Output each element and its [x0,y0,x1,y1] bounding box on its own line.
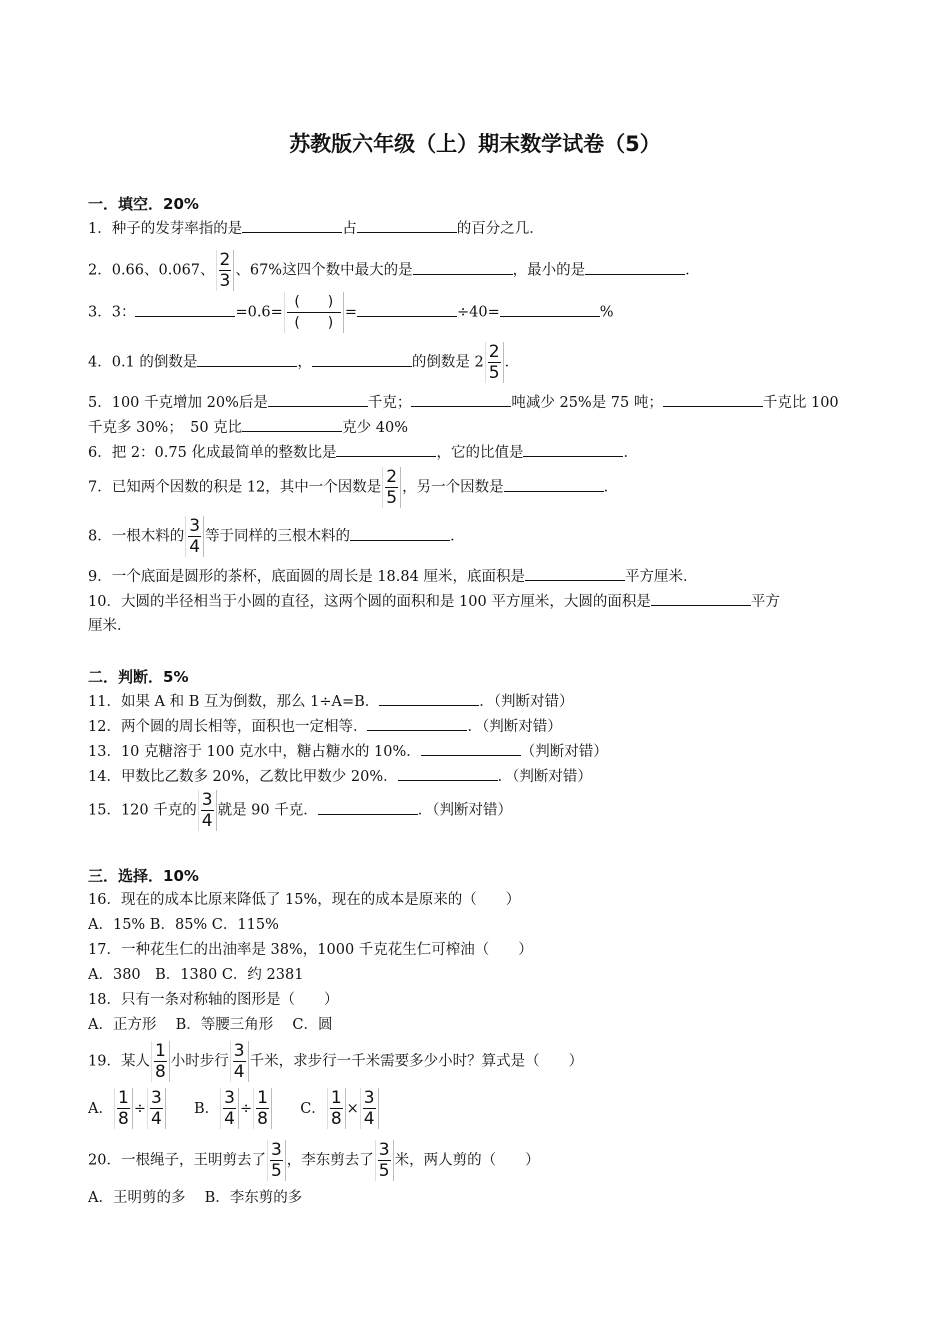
answer-blank[interactable] [357,302,457,317]
option-a[interactable]: A． $\frac{1}{8}$ ÷ $\frac{3}{4}$ [88,1101,167,1117]
answer-blank[interactable] [135,302,235,317]
question-19-options[interactable] [88,1088,380,1129]
answer-blank[interactable] [398,766,498,781]
question-17-options[interactable]: A．380 B．1380 C．约 2381 [88,967,304,983]
question-2: 2．0.66、0.067、 $\frac{2}{3}$ 、67%这四个数中最大的是 ，最小的是 ． [88,250,700,291]
answer-blank[interactable] [197,352,297,367]
section-fill-heading: 一．填空．20% [88,195,199,213]
answer-blank[interactable] [379,691,479,706]
page-title: 苏教版六年级（上）期末数学试卷（5） [289,132,661,156]
question-3: 3．3： =0.6= $\frac{( )}{( )}$ = ÷40= % [88,294,614,331]
question-16: 16．现在的成本比原来降低了 15%，现在的成本是原来的（ ） [88,892,521,908]
question-5-line-2: 千克多 30%； 50 克比 克少 40% [88,417,408,438]
answer-blank[interactable] [525,566,625,581]
question-17: 17．一种花生仁的出油率是 38%，1000 千克花生仁可榨油（ ） [88,942,533,958]
blank-fraction[interactable]: $\frac{( )}{( )}$ [284,292,344,333]
answer-blank[interactable] [651,591,751,606]
fraction: $\frac{3}{4}$ [360,1088,379,1129]
answer-blank[interactable] [357,218,457,233]
answer-blank[interactable] [585,260,685,275]
question-5-line-1: 5．100 千克增加 20%后是 千克； 吨减少 25%是 75 吨； 千克比 100 [88,392,839,413]
fraction: $\frac{3}{5}$ [375,1140,394,1181]
answer-blank[interactable] [318,800,418,815]
answer-blank[interactable] [411,392,511,407]
question-14: 14．甲数比乙数多 20%，乙数比甲数少 20%． ．（判断对错） [88,766,592,787]
answer-blank[interactable] [336,442,436,457]
fraction: $\frac{2}{3}$ [216,250,235,291]
question-13: 13．10 克糖溶于 100 克水中，糖占糖水的 10%． （判断对错） [88,741,608,762]
answer-blank[interactable] [367,716,467,731]
fraction: $\frac{3}{4}$ [220,1088,239,1129]
question-18: 18．只有一条对称轴的图形是（ ） [88,992,339,1008]
fraction: $\frac{1}{8}$ [151,1041,170,1082]
fraction: $\frac{1}{8}$ [253,1088,272,1129]
answer-blank[interactable] [663,392,763,407]
fraction: $\frac{3}{4}$ [230,1041,249,1082]
fraction: $\frac{1}{8}$ [327,1088,346,1129]
question-10-line-1: 10．大圆的半径相当于小圆的直径，这两个圆的面积和是 100 平方厘米，大圆的面积是 平方 [88,591,780,612]
fraction: $\frac{3}{4}$ [198,790,217,831]
option-b[interactable]: B． $\frac{3}{4}$ ÷ $\frac{1}{8}$ [194,1101,273,1117]
question-8: 8．一根木料的 $\frac{3}{4}$ 等于同样的三根木料的 ． [88,516,465,557]
fraction: $\frac{3}{4}$ [185,516,204,557]
answer-blank[interactable] [421,741,521,756]
answer-blank[interactable] [504,477,604,492]
answer-blank[interactable] [268,392,368,407]
question-19: 19．某人 $\frac{1}{8}$ 小时步行 $\frac{3}{4}$ 千米，求步行一千米需要多少小时？算式是（ ） [88,1041,584,1082]
question-15: 15．120 千克的 $\frac{3}{4}$ 就是 90 千克． ．（判断对错） [88,790,512,831]
section-choice-heading: 三．选择．10% [88,867,199,885]
question-7: 7．已知两个因数的积是 12，其中一个因数是 $\frac{2}{5}$ ，另一个因数是 ． [88,467,619,508]
question-10-line-2: 厘米． [88,618,132,634]
answer-blank[interactable] [413,260,513,275]
fraction: $\frac{1}{8}$ [114,1088,133,1129]
question-1: 1．种子的发芽率指的是 占 的百分之几． [88,218,544,239]
section-judge-heading: 二．判断．5% [88,668,189,686]
fraction: $\frac{2}{5}$ [382,467,401,508]
answer-blank[interactable] [242,218,342,233]
fraction: $\frac{3}{4}$ [147,1088,166,1129]
question-20-options[interactable]: A．王明剪的多 B．李东剪的多 [88,1190,303,1206]
question-4: 4．0.1 的倒数是 ， 的倒数是 2 $\frac{2}{5}$ ． [88,342,520,383]
question-20: 20．一根绳子，王明剪去了 $\frac{3}{5}$ ，李东剪去了 $\frac{3}{5}$ 米，两人剪的（ ） [88,1140,540,1181]
answer-blank[interactable] [350,526,450,541]
question-9: 9．一个底面是圆形的茶杯，底面圆的周长是 18.84 厘米，底面积是 平方厘米． [88,566,697,587]
answer-blank[interactable] [500,302,600,317]
question-11: 11．如果 A 和 B 互为倒数，那么 1÷A=B． ．（判断对错） [88,691,574,712]
question-6: 6．把 2：0.75 化成最简单的整数比是 ，它的比值是 ． [88,442,638,463]
answer-blank[interactable] [523,442,623,457]
fraction: $\frac{2}{5}$ [485,342,504,383]
fraction: $\frac{3}{5}$ [267,1140,286,1181]
question-18-options[interactable]: A．正方形 B．等腰三角形 C．圆 [88,1017,333,1033]
option-c[interactable]: C． $\frac{1}{8}$ × $\frac{3}{4}$ [300,1101,379,1117]
question-16-options[interactable]: A．15% B．85% C．115% [88,917,279,933]
answer-blank[interactable] [312,352,412,367]
question-12: 12．两个圆的周长相等，面积也一定相等． ．（判断对错） [88,716,562,737]
answer-blank[interactable] [242,417,342,432]
